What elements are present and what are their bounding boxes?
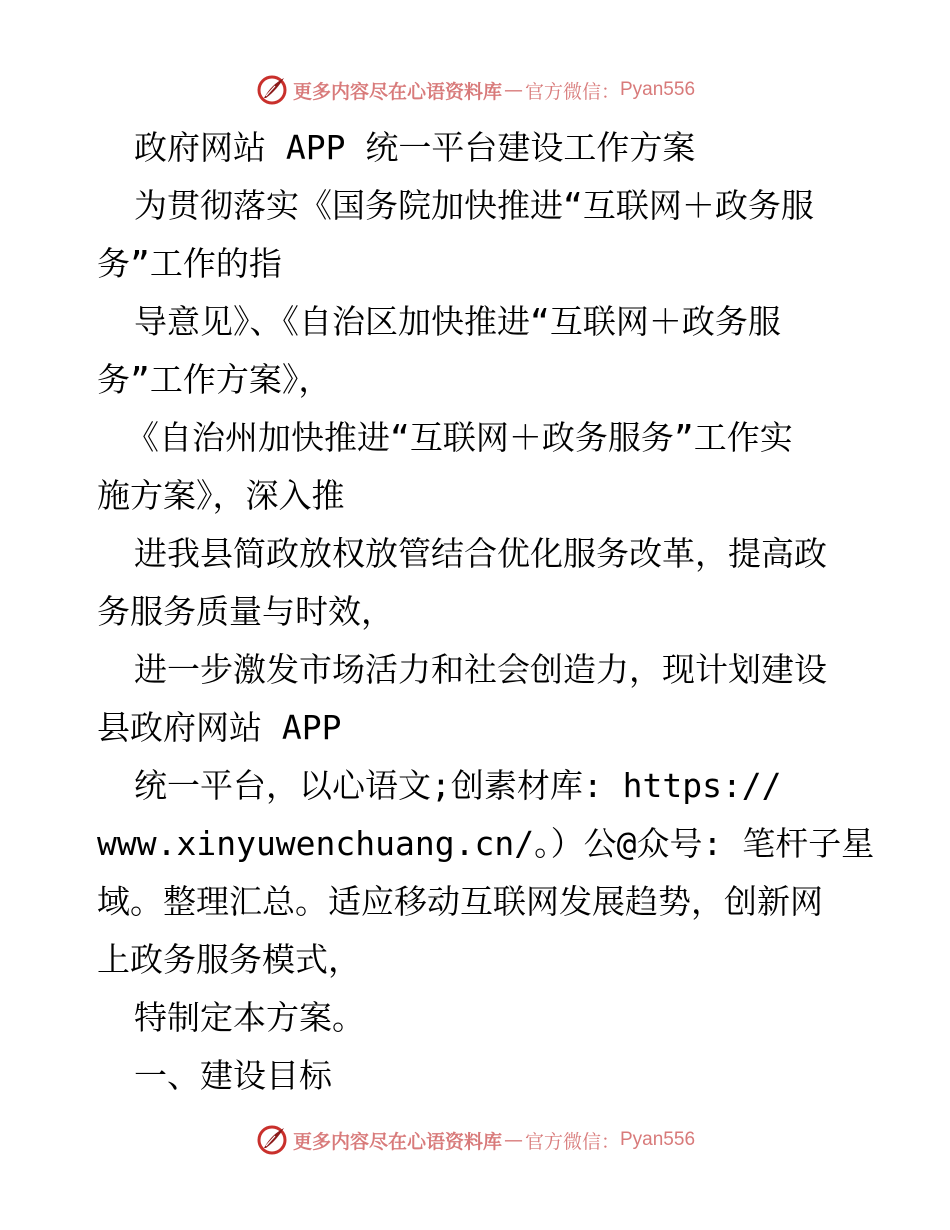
- paragraph-line: 务服务质量与时效，: [97, 592, 394, 631]
- banner-dash: —: [503, 1129, 523, 1151]
- paragraph-line: 特制定本方案。: [134, 998, 365, 1037]
- paragraph-line: 务”工作的指: [97, 244, 282, 283]
- paragraph-line: 务”工作方案》，: [97, 360, 332, 399]
- section-heading: 一、建设目标: [134, 1056, 332, 1095]
- paragraph-line: 域。整理汇总。适应移动互联网发展趋势，创新网: [97, 882, 823, 921]
- paragraph-line: www.xinyuwenchuang.cn/。）公@众号: 笔杆子星: [97, 824, 875, 863]
- feather-pen-circle-icon: [255, 1123, 289, 1157]
- feather-pen-circle-icon: [255, 73, 289, 107]
- banner-slogan: 更多内容尽在心语资料库: [292, 1130, 502, 1153]
- paragraph-line: 施方案》，深入推: [97, 476, 345, 515]
- paragraph-line: 为贯彻落实《国务院加快推进“互联网＋政务服: [134, 186, 814, 225]
- banner-wechat-label: 官方微信：: [524, 80, 620, 103]
- paragraph-line: 导意见》、《自治区加快推进“互联网＋政务服: [134, 302, 781, 341]
- footer-banner: [0, 1120, 950, 1160]
- paragraph-line: 上政务服务模式，: [97, 940, 361, 979]
- banner-wechat-label: 官方微信：: [524, 1130, 620, 1153]
- paragraph-line: 《自治州加快推进“互联网＋政务服务”工作实: [126, 418, 793, 457]
- banner-slogan: 更多内容尽在心语资料库: [292, 80, 502, 103]
- header-banner: [0, 70, 950, 110]
- paragraph-line: 进一步激发市场活力和社会创造力，现计划建设: [134, 650, 827, 689]
- paragraph-line: 统一平台，以心语文;创素材库: https://: [134, 766, 782, 805]
- document-title: 政府网站 APP 统一平台建设工作方案: [134, 128, 696, 167]
- banner-dash: —: [503, 79, 523, 101]
- paragraph-line: 县政府网站 APP: [97, 708, 342, 747]
- paragraph-line: 进我县简政放权放管结合优化服务改革，提高政: [134, 534, 827, 573]
- banner-wechat-id: Pyan556: [620, 79, 696, 100]
- banner-wechat-id: Pyan556: [620, 1129, 696, 1150]
